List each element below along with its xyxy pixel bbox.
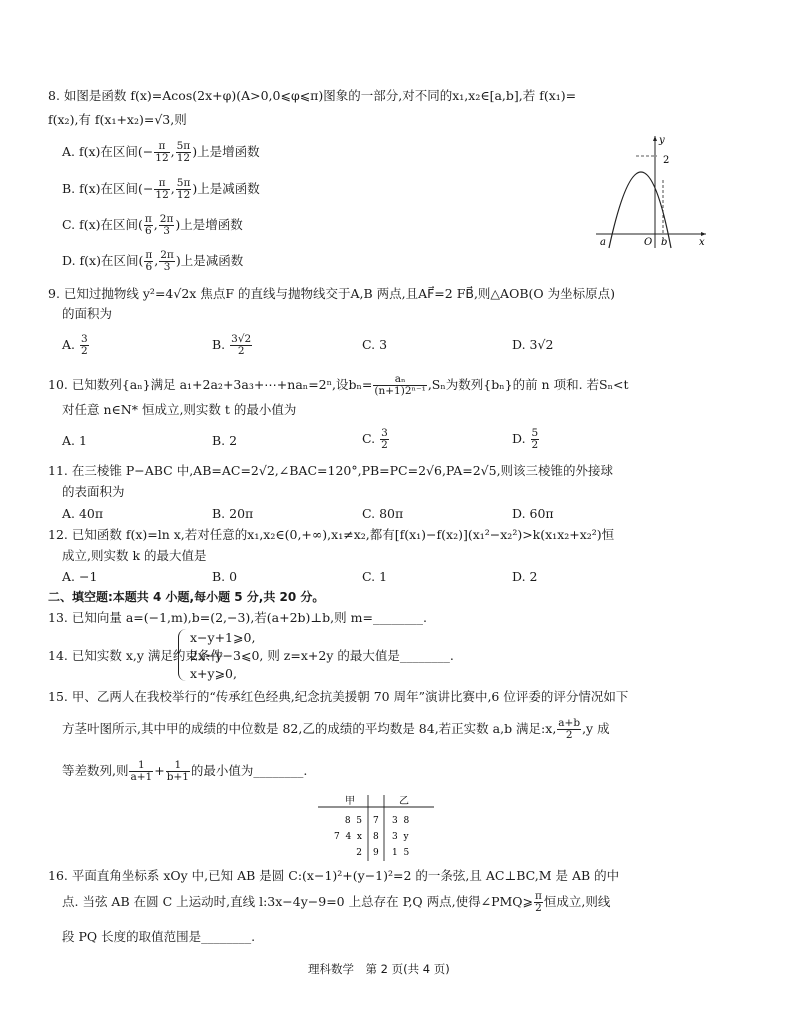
stem-row-1-left: 8 5 [344, 816, 362, 826]
graph-label-b: b [661, 237, 668, 248]
q8-line2: f(x₂),有 f(x₁+x₂)=√3,则 [48, 112, 187, 127]
q11-line1: 11. 在三棱锥 P−ABC 中,AB=AC=2√2,∠BAC=120°,PB=PC=2√6,PA=2√5,则该三棱锥的外接球 [48, 463, 614, 478]
q15-line1: 15. 甲、乙两人在我校举行的“传承红色经典,纪念抗美援朝 70 周年”演讲比赛中,6 位评委的评分情况如下 [48, 689, 629, 704]
q16-line3: 段 PQ 长度的取值范围是________. [62, 929, 256, 944]
graph-label-o: O [644, 237, 653, 248]
q14-constraint-2: 2x−y−3⩽0, 则 z=x+2y 的最大值是________. [190, 648, 454, 663]
stem-row-3-right: 1 5 [392, 848, 410, 858]
stem-row-3-left: 2 [356, 848, 362, 858]
q9-option-b: B. $\frac{3√2}{2}$ [212, 333, 252, 357]
q8-option-b: B. f(x)在区间(− $\frac{\pi}{12}$ , $\frac{5\pi}{12}$ )上是减函数 [62, 177, 260, 201]
graph-label-a: a [600, 237, 606, 248]
q11-option-b: B. 20π [212, 506, 254, 521]
stem-head-yi: 乙 [399, 796, 409, 807]
q9-line1: 9. 已知过抛物线 y²=4√2x 焦点F 的直线与抛物线交于A,B 两点,且AF⃗=2 FB⃗,则△AOB(O 为坐标原点) [48, 286, 615, 301]
q8-option-d: D. f(x)在区间( $\frac{\pi}{6}$ , $\frac{2\pi}{3}$ )上是减函数 [62, 249, 244, 273]
q8-option-c: C. f(x)在区间( $\frac{\pi}{6}$ , $\frac{2\pi}{3}$ )上是增函数 [62, 213, 243, 237]
q12-option-a: A. −1 [62, 569, 98, 584]
q12-line2: 成立,则实数 k 的最大值是 [62, 548, 207, 563]
q8-cosine-graph [592, 130, 712, 250]
q9-line2: 的面积为 [62, 306, 113, 321]
stem-leaf-plot [316, 793, 436, 863]
q10-option-a: A. 1 [62, 433, 87, 448]
q9-option-c: C. 3 [362, 337, 388, 352]
q16-line2: 点. 当弦 AB 在圆 C 上运动时,直线 l:3x−4y−9=0 上总存在 P,Q 两点,使得∠PMQ⩾ $\frac{\pi}{2}$ 恒成立,则线 [62, 890, 611, 914]
q9-option-a: A. $\frac{3}{2}$ [62, 333, 88, 357]
q10-option-d: D. $\frac{5}{2}$ [512, 427, 539, 451]
q14-brace [178, 629, 187, 681]
q9-option-d: D. 3√2 [512, 337, 554, 352]
page-footer: 理科数学 第 2 页(共 4 页) [308, 962, 450, 976]
q10-option-b: B. 2 [212, 433, 238, 448]
graph-label-2: 2 [663, 155, 670, 166]
q14-constraint-3: x+y⩾0, [190, 666, 237, 681]
stem-row-2-stem: 8 [373, 832, 379, 842]
q13: 13. 已知向量 a=(−1,m),b=(2,−3),若(a+2b)⊥b,则 m=________. [48, 610, 427, 625]
stem-row-1-right: 3 8 [392, 816, 410, 826]
q16-line1: 16. 平面直角坐标系 xOy 中,已知 AB 是圆 C:(x−1)²+(y−1)²=2 的一条弦,且 AC⊥BC,M 是 AB 的中 [48, 868, 620, 883]
section-2-heading: 二、填空题:本题共 4 小题,每小题 5 分,共 20 分。 [48, 590, 325, 604]
q10-line2: 对任意 n∈N* 恒成立,则实数 t 的最小值为 [62, 402, 297, 417]
stem-row-1-stem: 7 [373, 816, 379, 826]
q8-option-a: A. f(x)在区间(− $\frac{\pi}{12}$ , $\frac{5\pi}{12}$ )上是增函数 [62, 140, 260, 164]
q12-line1: 12. 已知函数 f(x)=ln x,若对任意的x₁,x₂∈(0,+∞),x₁≠x₂,都有[f(x₁)−f(x₂)](x₁²−x₂²)>k(x₁x₂+x₂²)恒 [48, 527, 615, 542]
q14-lead: 14. 已知实数 x,y 满足约束条件 [48, 648, 223, 663]
stem-row-2-right: 3 y [392, 832, 409, 842]
q11-option-a: A. 40π [62, 506, 104, 521]
q11-option-d: D. 60π [512, 506, 554, 521]
q14-constraint-1: x−y+1⩾0, [190, 630, 256, 645]
graph-y-label: y [659, 135, 665, 146]
graph-x-label: x [699, 237, 705, 248]
q11-line2: 的表面积为 [62, 484, 125, 499]
stem-head-jia: 甲 [345, 796, 355, 807]
q12-option-b: B. 0 [212, 569, 238, 584]
q15-line3: 等差数列,则 $\frac{1}{a+1}$ + $\frac{1}{b+1}$ 的最小值为________. [62, 759, 308, 783]
q11-option-c: C. 80π [362, 506, 404, 521]
q8-line1: 8. 如图是函数 f(x)=Acos(2x+φ)(A>0,0⩽φ⩽π)图象的一部分,对不同的x₁,x₂∈[a,b],若 f(x₁)= [48, 88, 577, 103]
stem-row-2-left: 7 4 x [334, 832, 362, 842]
q10-option-c: C. $\frac{3}{2}$ [362, 427, 388, 451]
q15-line2: 方茎叶图所示,其中甲的成绩的中位数是 82,乙的成绩的平均数是 84,若正实数 a,b 满足:x, $\frac{a+b}{2}$ ,y 成 [62, 717, 610, 741]
q10-line1: 10. 已知数列{aₙ}满足 a₁+2a₂+3a₃+⋯+naₙ=2ⁿ,设bₙ= $\frac{\text{aₙ}}{\text{(n+1)2ⁿ⁻¹}}$ ,Sₙ为数列{bₙ}的前 n 项和. 若Sₙ<t [48, 373, 629, 397]
stem-row-3-stem: 9 [373, 848, 379, 858]
q12-option-d: D. 2 [512, 569, 538, 584]
q12-option-c: C. 1 [362, 569, 388, 584]
